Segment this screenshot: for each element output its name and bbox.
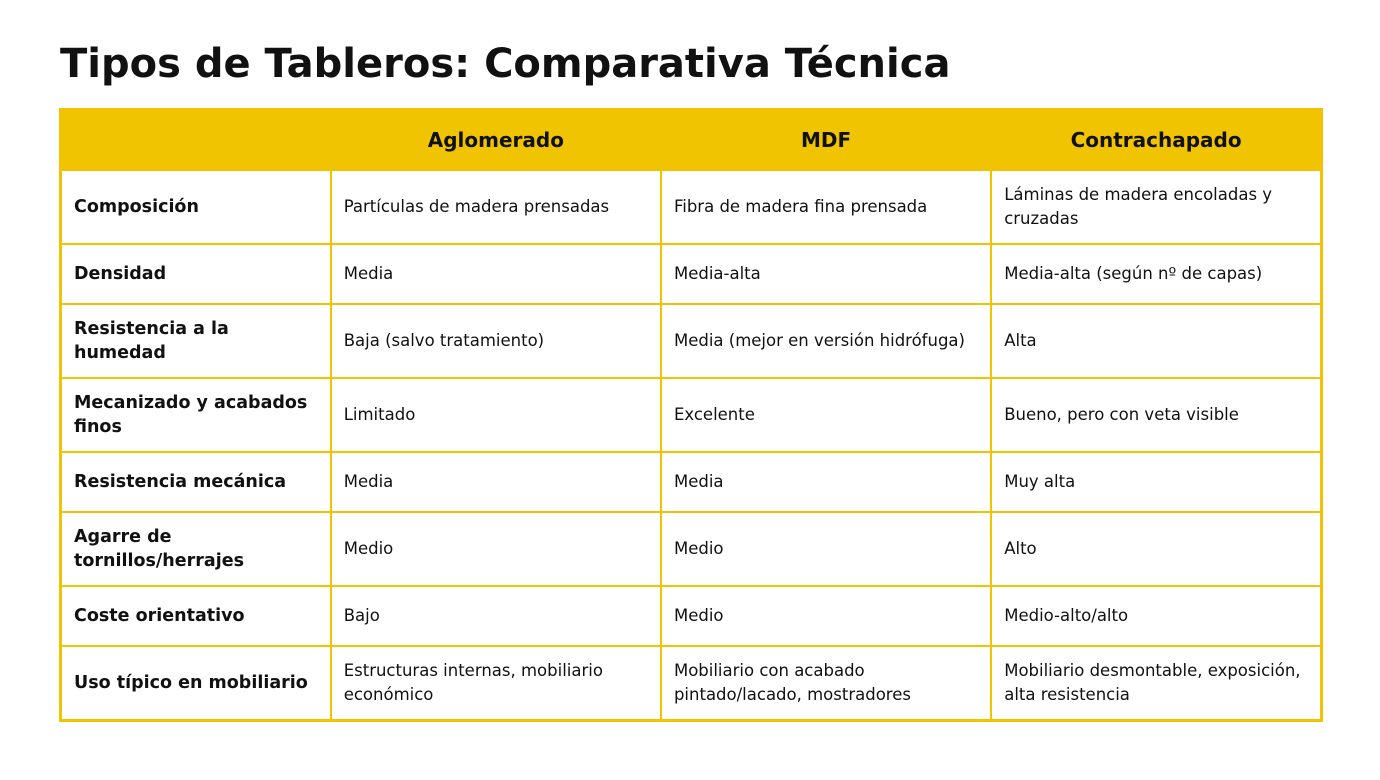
row-label: Uso típico en mobiliario [61, 646, 331, 721]
table-cell: Muy alta [991, 452, 1321, 512]
header-aglomerado: Aglomerado [331, 110, 661, 171]
table-cell: Media (mejor en versión hidrófuga) [661, 304, 991, 378]
table-row [61, 378, 1322, 452]
table-cell: Limitado [331, 378, 661, 452]
header-empty [61, 110, 331, 171]
row-label: Resistencia a la humedad [61, 304, 331, 378]
comparison-table [59, 108, 1323, 722]
table-row [61, 512, 1322, 586]
table-row [61, 452, 1322, 512]
row-label: Agarre de tornillos/herrajes [61, 512, 331, 586]
page-title: Tipos de Tableros: Comparativa Técnica [60, 41, 951, 87]
table-row [61, 586, 1322, 646]
row-label: Composición [61, 170, 331, 244]
table-cell: Partículas de madera prensadas [331, 170, 661, 244]
header-mdf: MDF [661, 110, 991, 171]
row-label: Mecanizado y acabados finos [61, 378, 331, 452]
table-cell: Bajo [331, 586, 661, 646]
table-cell: Media-alta (según nº de capas) [991, 244, 1321, 304]
table-cell: Bueno, pero con veta visible [991, 378, 1321, 452]
table-cell: Estructuras internas, mobiliario económico [331, 646, 661, 721]
row-label: Resistencia mecánica [61, 452, 331, 512]
table-cell: Media [661, 452, 991, 512]
table-cell: Mobiliario desmontable, exposición, alta resistencia [991, 646, 1321, 721]
table-cell: Baja (salvo tratamiento) [331, 304, 661, 378]
table-row [61, 170, 1322, 244]
table-cell: Medio-alto/alto [991, 586, 1321, 646]
header-contrachapado: Contrachapado [991, 110, 1321, 171]
table-row [61, 304, 1322, 378]
table-cell: Medio [331, 512, 661, 586]
table-row [61, 244, 1322, 304]
table-cell: Mobiliario con acabado pintado/lacado, mostradores [661, 646, 991, 721]
table-cell: Media-alta [661, 244, 991, 304]
table-cell: Medio [661, 586, 991, 646]
table-row [61, 646, 1322, 721]
row-label: Densidad [61, 244, 331, 304]
table-cell: Medio [661, 512, 991, 586]
table-cell: Alta [991, 304, 1321, 378]
table-cell: Excelente [661, 378, 991, 452]
table-cell: Láminas de madera encoladas y cruzadas [991, 170, 1321, 244]
table-cell: Media [331, 244, 661, 304]
table-cell: Alto [991, 512, 1321, 586]
table-header-row [61, 110, 1322, 171]
row-label: Coste orientativo [61, 586, 331, 646]
table-cell: Media [331, 452, 661, 512]
table-cell: Fibra de madera fina prensada [661, 170, 991, 244]
